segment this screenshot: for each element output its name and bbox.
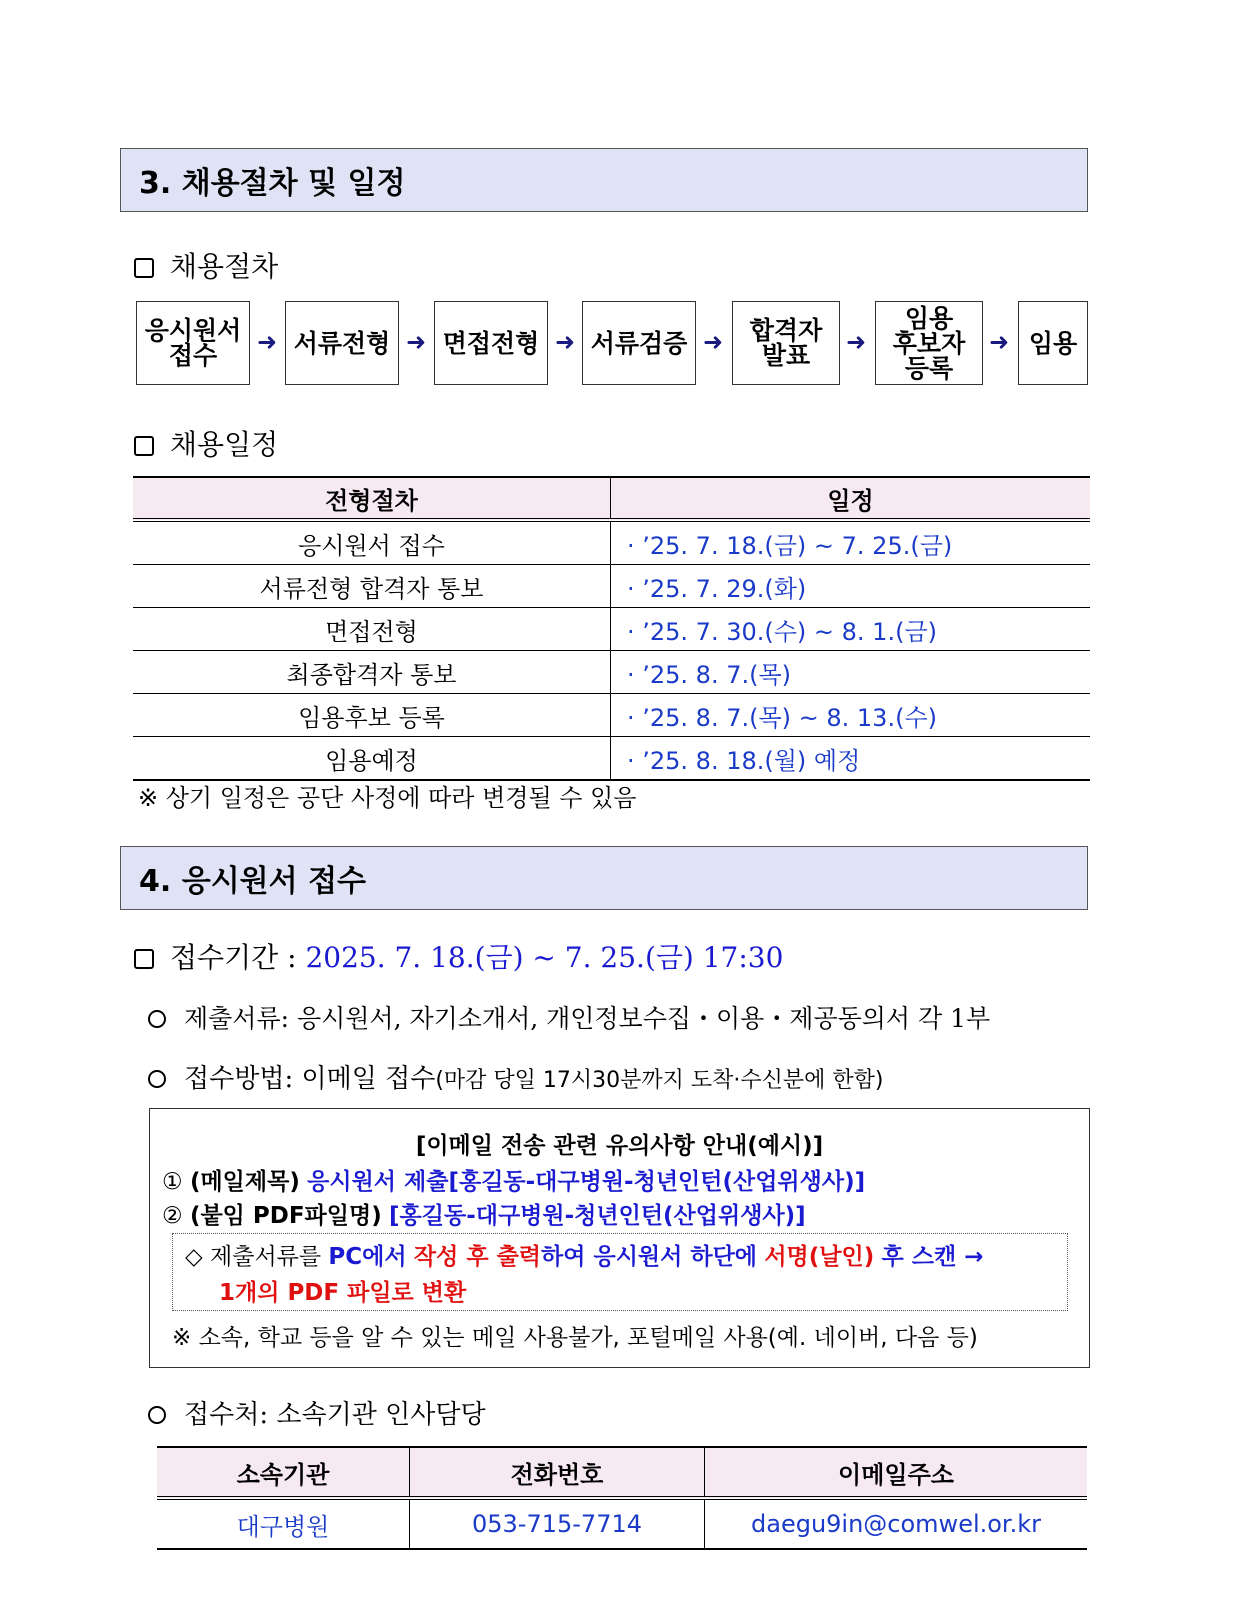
step-document-screening [285, 301, 399, 385]
column-header: 일정 [611, 477, 1091, 520]
arrow-right-icon: ➜ [257, 328, 278, 356]
section-3-header [120, 148, 1088, 212]
period-separator: : [278, 941, 306, 974]
step-label: 면접전형 [442, 328, 540, 358]
arrow-right-icon: ➜ [846, 328, 867, 356]
section-4-title: 4. 응시원서 접수 [139, 864, 367, 899]
org-cell: 대구병원 [157, 1498, 410, 1549]
step-interview [434, 301, 548, 385]
instruction-text: 제출서류를 [210, 1244, 322, 1270]
item-label: (붙임 PDF파일명) [189, 1203, 382, 1229]
stage-cell: 최종합격자 통보 [133, 651, 611, 694]
documents-line [148, 999, 990, 1035]
table-row [133, 737, 1090, 781]
date-cell: · ’25. 7. 29.(화) [611, 565, 1091, 608]
date-cell: · ’25. 8. 7.(목) ~ 8. 13.(수) [611, 694, 1091, 737]
step-label: 서류검증 [590, 328, 688, 358]
column-header: 이메일주소 [705, 1447, 1088, 1498]
diamond-icon: ◇ [185, 1244, 203, 1270]
step-application [136, 301, 250, 385]
checkbox-square-icon [134, 436, 154, 456]
period-label: 접수기간 [170, 941, 279, 974]
table-row [133, 520, 1090, 565]
item-number: ② [162, 1203, 183, 1229]
step-appointment [1018, 301, 1088, 385]
phone-cell: 053-715-7714 [410, 1498, 705, 1549]
stage-cell: 면접전형 [133, 608, 611, 651]
schedule-heading [134, 423, 278, 463]
documents-text: 제출서류: 응시원서, 자기소개서, 개인정보수집・이용・제공동의서 각 1부 [184, 1004, 991, 1033]
procedure-heading-label: 채용절차 [170, 250, 279, 283]
table-row [133, 608, 1090, 651]
application-period [134, 936, 783, 976]
method-note: (마감 당일 17시30분까지 도착·수신분에 한함) [435, 1068, 884, 1093]
circle-bullet-icon [148, 1406, 166, 1424]
instruction-line-1 [185, 1238, 984, 1271]
method-line [148, 1058, 884, 1095]
notice-item-1 [162, 1163, 865, 1196]
checkbox-square-icon [134, 258, 154, 278]
column-header: 전형절차 [133, 477, 611, 520]
email-cell[interactable]: daegu9in@comwel.or.kr [705, 1498, 1088, 1549]
step-label: 합격자 [749, 316, 823, 345]
arrow-right-icon: ➜ [406, 328, 427, 356]
item-number: ① [162, 1169, 183, 1195]
instruction-text: 작성 후 출력 [413, 1244, 542, 1270]
table-row [133, 694, 1090, 737]
method-text: 접수방법: 이메일 접수 [184, 1064, 436, 1094]
step-label: 후보자 [892, 328, 966, 358]
arrow-right-icon: ➜ [555, 328, 576, 356]
arrow-right-icon: ➜ [703, 328, 724, 356]
circle-bullet-icon [148, 1070, 166, 1088]
stage-cell: 임용예정 [133, 737, 611, 781]
step-announcement [732, 301, 840, 385]
procedure-heading [134, 245, 278, 285]
receiver-text: 접수처: 소속기관 인사담당 [184, 1400, 486, 1430]
table-row [133, 651, 1090, 694]
table-row [133, 565, 1090, 608]
instruction-text: 하여 응시원서 하단에 [541, 1244, 758, 1270]
date-cell: · ’25. 8. 18.(월) 예정 [611, 737, 1091, 781]
step-label: 임용 [1028, 328, 1078, 358]
step-label: 접수 [168, 341, 218, 370]
stage-cell: 서류전형 합격자 통보 [133, 565, 611, 608]
table-header-row [133, 477, 1090, 520]
item-label: (메일제목) [189, 1169, 300, 1195]
contact-table [157, 1446, 1087, 1550]
item-value: [홍길동-대구병원-청년인턴(산업위생사)] [389, 1203, 806, 1229]
step-label: 등록 [904, 353, 954, 383]
instruction-line-2: 1개의 PDF 파일로 변환 [219, 1280, 467, 1306]
step-label: 발표 [761, 341, 811, 370]
section-4-header [120, 846, 1088, 910]
pdf-instruction-box [172, 1233, 1068, 1311]
section-3-title: 3. 채용절차 및 일정 [139, 166, 406, 201]
checkbox-square-icon [134, 949, 154, 969]
schedule-heading-label: 채용일정 [170, 428, 279, 461]
instruction-text: 후 스캔 → [881, 1244, 984, 1270]
receiver-line [148, 1394, 486, 1431]
notice-item-2 [162, 1197, 806, 1230]
arrow-right-icon: ➜ [989, 328, 1010, 356]
step-document-verification [582, 301, 696, 385]
email-notice-box [149, 1108, 1090, 1368]
date-cell: · ’25. 8. 7.(목) [611, 651, 1091, 694]
email-warning: ※ 소속, 학교 등을 알 수 있는 메일 사용불가, 포털메일 사용(예. 네이버, 다음 등) [172, 1325, 978, 1351]
period-value: 2025. 7. 18.(금) ~ 7. 25.(금) 17:30 [305, 941, 784, 974]
date-cell: · ’25. 7. 18.(금) ~ 7. 25.(금) [611, 520, 1091, 565]
table-row [157, 1498, 1087, 1549]
step-label: 서류전형 [293, 328, 391, 358]
date-cell: · ’25. 7. 30.(수) ~ 8. 1.(금) [611, 608, 1091, 651]
stage-cell: 응시원서 접수 [133, 520, 611, 565]
schedule-note: ※ 상기 일정은 공단 사정에 따라 변경될 수 있음 [138, 784, 637, 812]
column-header: 전화번호 [410, 1447, 705, 1498]
step-label: 응시원서 [144, 316, 242, 345]
step-label: 임용 [904, 303, 954, 333]
column-header: 소속기관 [157, 1447, 410, 1498]
schedule-table [133, 476, 1090, 781]
notice-title: [이메일 전송 관련 유의사항 안내(예시)] [415, 1133, 824, 1159]
step-candidate-registration [875, 301, 983, 385]
stage-cell: 임용후보 등록 [133, 694, 611, 737]
instruction-text: PC에서 [328, 1244, 407, 1270]
instruction-text: 서명(날인) [764, 1244, 875, 1270]
item-value: 응시원서 제출[홍길동-대구병원-청년인턴(산업위생사)] [307, 1169, 866, 1195]
circle-bullet-icon [148, 1010, 166, 1028]
table-header-row [157, 1447, 1087, 1498]
